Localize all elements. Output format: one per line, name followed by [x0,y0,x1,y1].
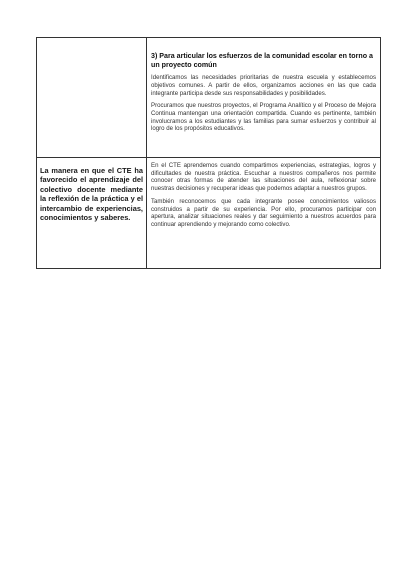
question-cell [37,158,147,269]
empty-left-cell [37,38,147,158]
section-title: 3) Para articular los esfuerzos de la comunidad escolar en torno a un proyecto común [151,52,373,69]
answer-paragraph: También reconocemos que cada integrante posee conocimientos valiosos construidos a partir de su experiencia. Por ello, procuramos participar con apertura, analizar situaciones reales y dar seguimiento a nuestros acuerdos para continuar aprendiendo y mejorando como colectivo. [151,197,376,228]
answer-cell [147,38,381,158]
answer-paragraph: En el CTE aprendemos cuando compartimos experiencias, estrategias, logros y dificultades de nuestra práctica. Escuchar a nuestros compañeros nos permite conocer otras formas de atender las situaciones del aula, reflexionar sobre nuestras decisiones y recuperar ideas que podemos adaptar a nuestros grupos. [151,162,376,193]
answer-cell [147,158,381,269]
answer-paragraph: Identificamos las necesidades prioritarias de nuestra escuela y establecemos objetivos comunes. A partir de ellos, organizamos acciones en las que cada integrante participa desde sus responsabilidades y posibilidades. [151,74,376,97]
question-text: La manera en que el CTE ha favorecido el aprendizaje del colectivo docente mediante la reflexión de la práctica y el intercambio de experiencias, conocimientos y saberes. [40,166,143,223]
reflection-table [36,37,381,269]
table-row [37,158,381,269]
table-row [37,38,381,158]
answer-paragraph: Procuramos que nuestros proyectos, el Programa Analítico y el Proceso de Mejora Continua mantengan una orientación compartida. Cuando es pertinente, también involucramos a los estudiantes y las familias para sumar esfuerzos y contribuir al logro de los propósitos educativos. [151,102,376,133]
